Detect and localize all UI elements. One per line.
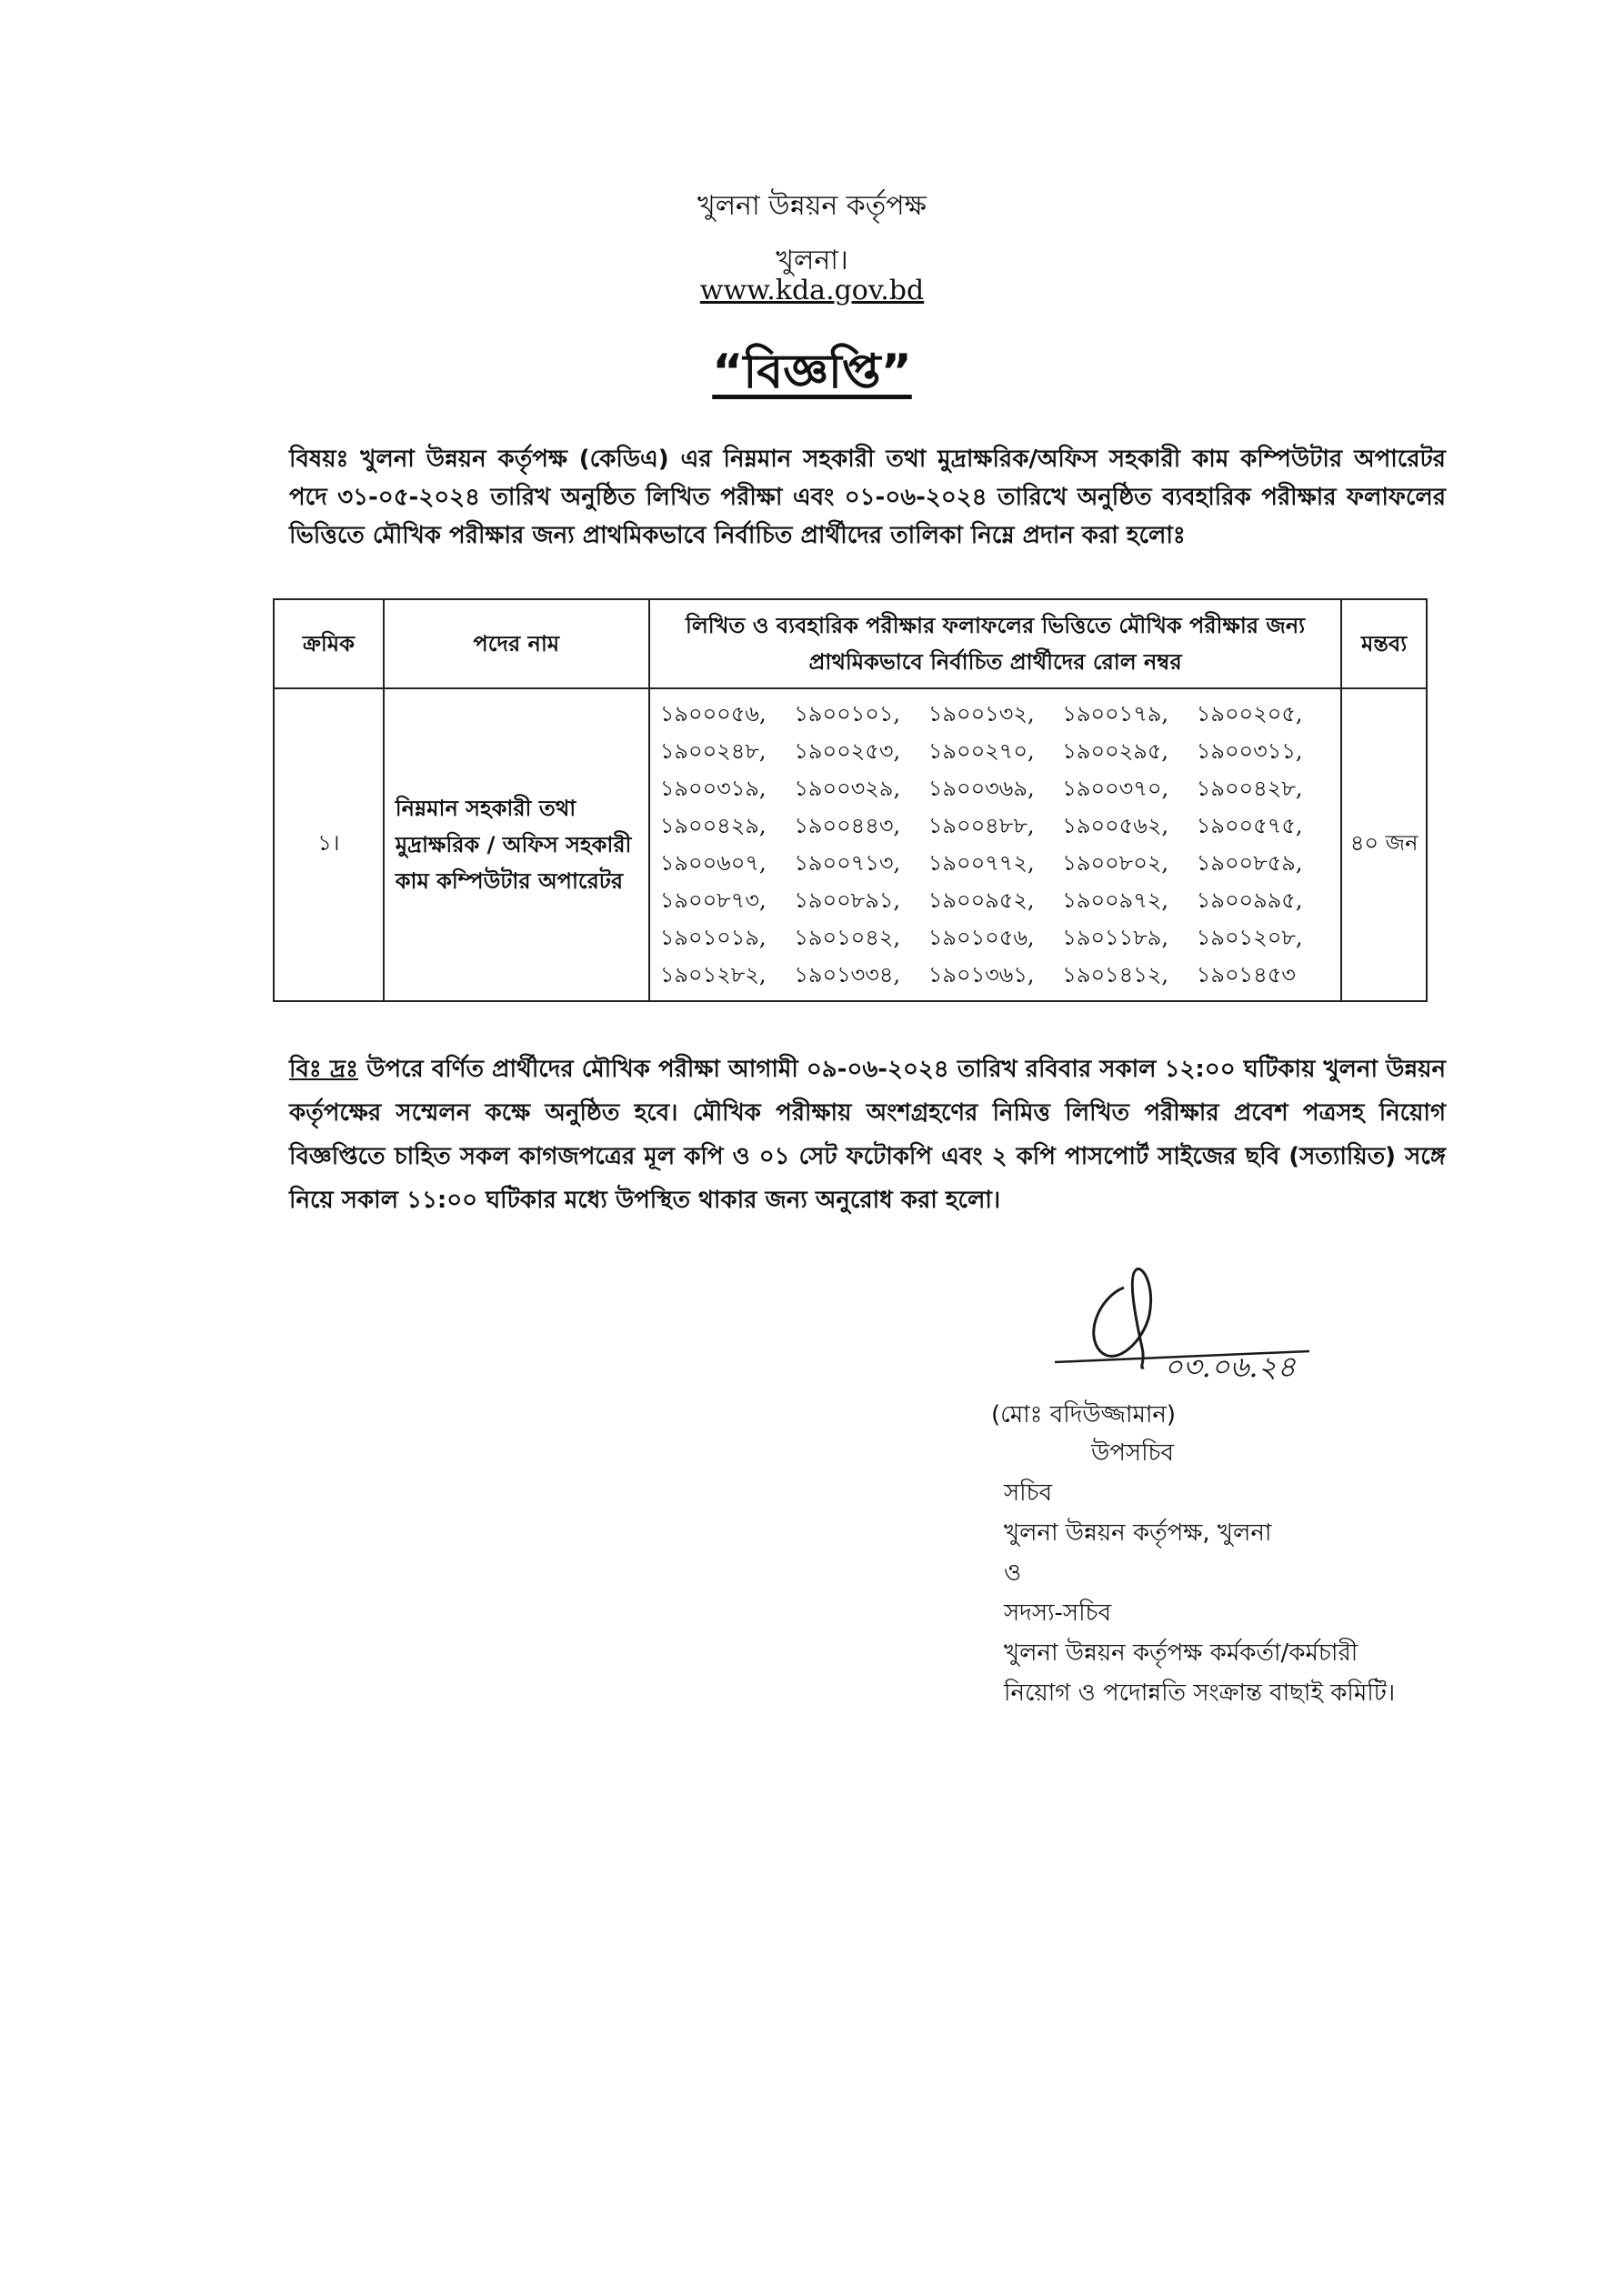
roll-number: ১৯০১২৮২, [659,962,767,988]
roll-number: ১৯০১৩৬১, [927,962,1035,988]
roll-number: ১৯০০৭১৩, [794,850,901,876]
table-header-row [274,599,1427,688]
note-label: বিঃ দ্রঃ [289,1056,358,1083]
roll-number: ১৯০১০৫৬, [927,925,1035,950]
roll-number: ১৯০১০১৯, [659,925,767,950]
signer-designation: উপসচিব [1091,1439,1175,1467]
roll-number: ১৯০১৪৫৩ [1196,962,1296,988]
roll-number: ১৯০০২৪৮, [659,738,767,764]
recipient-block [1004,1473,1395,1713]
recipient-line: খুলনা উন্নয়ন কর্তৃপক্ষ, খুলনা [1004,1519,1272,1547]
roll-number: ১৯০০১৩২, [927,701,1035,727]
roll-number: ১৯০০৯৭২, [1062,887,1169,913]
organization-name: খুলনা উন্নয়ন কর্তৃপক্ষ [697,190,927,222]
roll-number: ১৯০১২০৮, [1196,925,1303,950]
candidate-table [273,598,1428,1002]
roll-number: ১৯০০১৭৯, [1062,701,1169,727]
roll-number: ১৯০১৪১২, [1062,962,1169,988]
roll-number: ১৯০১১৮৯, [1062,925,1168,950]
roll-number-list [651,690,1339,999]
notice-title [0,335,1624,414]
roll-number: ১৯০০০৫৬, [659,701,767,727]
recipient-line: ও [1004,1559,1022,1587]
roll-number: ১৯০০৫৬২, [1062,813,1169,838]
recipient-line: সদস্য-সচিব [1004,1599,1112,1627]
roll-number: ১৯০০৪৮৮, [927,813,1035,838]
roll-number: ১৯০০৯৫২, [927,887,1035,913]
table-row [274,688,1427,1001]
roll-number: ১৯০০২৫৩, [794,738,901,764]
roll-number: ১৯০০৮৯১, [794,887,901,913]
roll-number: ১৯০০২৭০, [927,738,1035,764]
roll-number: ১৯০০৪৪৩, [794,813,901,838]
roll-number: ১৯০০৭৭২, [927,850,1035,876]
roll-number: ১৯০০৩৬৯, [927,776,1035,801]
recipient-line: সচিব [1004,1479,1053,1507]
header-remark: মন্তব্য [1341,599,1427,688]
roll-number: ১৯০০২০৫, [1196,701,1303,727]
signature-date: ০৩.০৬.২৪ [1164,1349,1297,1384]
roll-number: ১৯০০৩৭০, [1062,776,1169,801]
recipient-line: খুলনা উন্নয়ন কর্তৃপক্ষ কর্মকর্তা/কর্মচারী [1004,1639,1358,1667]
roll-number: ১৯০০৩২৯, [794,776,901,801]
row-remark: ৪০ জন [1341,688,1427,1001]
roll-number: ১৯০১০৪২, [794,925,901,950]
header-post: পদের নাম [384,599,649,688]
row-serial: ১। [274,688,384,1001]
roll-number: ১৯০০৮৭৩, [659,887,767,913]
roll-number: ১৯০০২৯৫, [1062,738,1169,764]
roll-number: ১৯০০১০১, [794,701,901,727]
website-link[interactable]: www.kda.gov.bd [699,275,925,306]
header-rolls: লিখিত ও ব্যবহারিক পরীক্ষার ফলাফলের ভিত্তিতে মৌখিক পরীক্ষার জন্য প্রাথমিকভাবে নির্বাচিত প্রার্থীদের রোল নম্বর [649,599,1341,688]
roll-number: ১৯০০৩১৯, [659,776,767,801]
roll-number: ১৯০০৪২৯, [659,813,767,838]
header-serial: ক্রমিক [274,599,384,688]
notice-title-text: “বিজ্ঞপ্তি” [712,345,912,399]
roll-number: ১৯০০৯৯৫, [1196,887,1303,913]
roll-number: ১৯০০৬০৭, [659,850,767,876]
notice-subject: বিষয়ঃ খুলনা উন্নয়ন কর্তৃপক্ষ (কেডিএ) এর নিম্নমান সহকারী তথা মুদ্রাক্ষরিক/অফিস সহকারী কাম কম্পিউটার অপারেটর পদে ৩১-০৫-২০২৪ তারিখ অনুষ্ঠিত লিখিত পরীক্ষা এবং ০১-০৬-২০২৪ তারিখে অনুষ্ঠিত ব্যবহারিক পরীক্ষার ফলাফলের ভিত্তিতে মৌখিক পরীক্ষার জন্য প্রাথমিকভাবে নির্বাচিত প্রার্থীদের তালিকা নিম্নে প্রদান করা হলোঃ [289,446,1446,549]
roll-number: ১৯০০৩১১, [1196,738,1303,764]
row-rolls-cell [649,688,1341,1001]
signer-name: (মোঃ বদিউজ্জামান) [991,1401,1177,1429]
roll-number: ১৯০০৪২৮, [1196,776,1303,801]
row-post-name: নিম্নমান সহকারী তথা মুদ্রাক্ষরিক / অফিস সহকারী কাম কম্পিউটার অপারেটর [384,688,649,1001]
roll-number: ১৯০০৮০২, [1062,850,1169,876]
roll-number: ১৯০১৩৩৪, [794,962,901,988]
note-text: উপরে বর্ণিত প্রার্থীদের মৌখিক পরীক্ষা আগামী ০৯-০৬-২০২৪ তারিখ রবিবার সকাল ১২:০০ ঘটিকায় খুলনা উন্নয়ন কর্তৃপক্ষের সম্মেলন কক্ষে অনুষ্ঠিত হবে। মৌখিক পরীক্ষায় অংশগ্রহণের নিমিত্ত লিখিত পরীক্ষার প্রবেশ পত্রসহ নিয়োগ বিজ্ঞপ্তিতে চাহিত সকল কাগজপত্রের মূল কপি ও ০১ সেট ফটোকপি এবং ২ কপি পাসপোর্ট সাইজের ছবি (সত্যায়িত) সঙ্গে নিয়ে সকাল ১১:০০ ঘটিকার মধ্যে উপস্থিত থাকার জন্য অনুরোধ করা হলো। [289,1056,1447,1214]
roll-number: ১৯০০৫৭৫, [1196,813,1303,838]
note-paragraph [289,1048,1446,1222]
organization-city: খুলনা। [776,245,848,276]
recipient-line: নিয়োগ ও পদোন্নতি সংক্রান্ত বাছাই কমিটি। [1004,1679,1396,1707]
roll-number: ১৯০০৮৫৯, [1196,850,1303,876]
